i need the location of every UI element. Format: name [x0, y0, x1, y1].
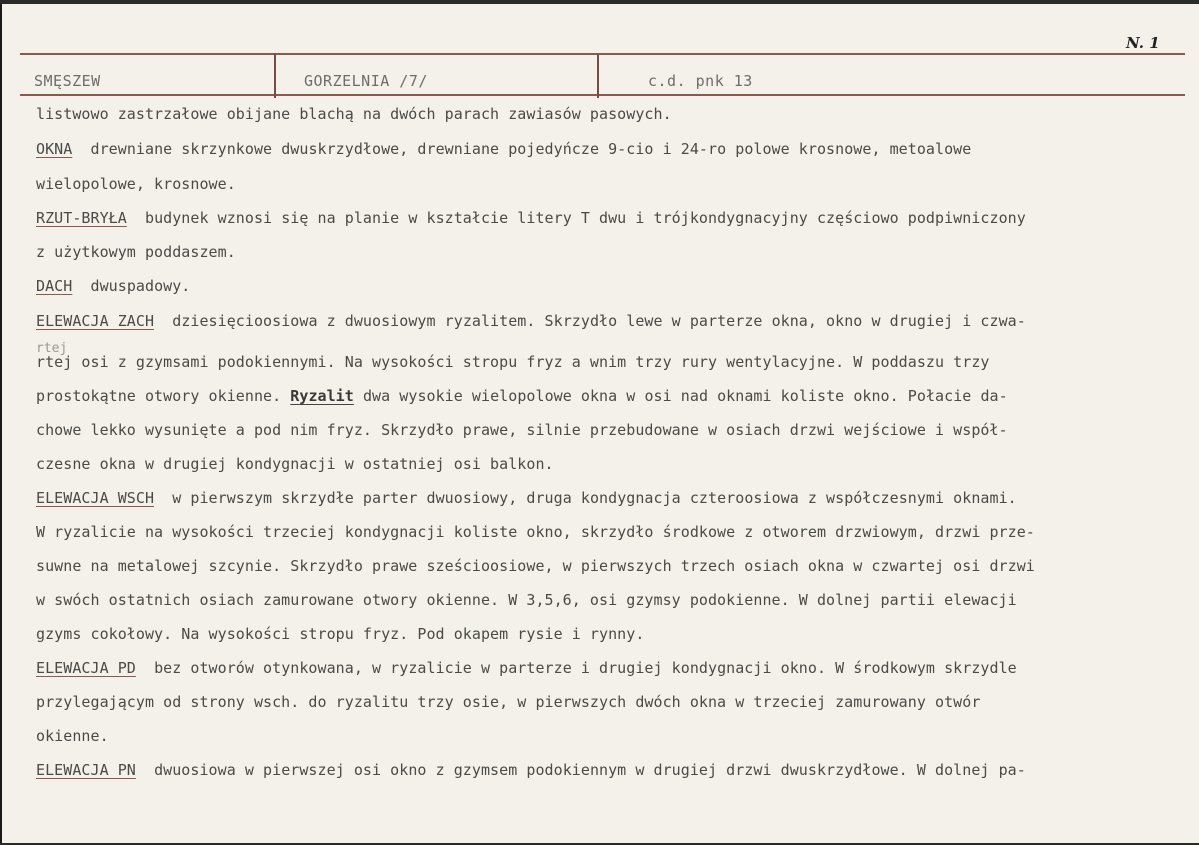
text-line: wielopolowe, krosnowe.	[36, 175, 236, 193]
text-line: OKNA drewniane skrzynkowe dwuskrzydłowe, drewniane pojedyńcze 9-cio i 24-ro polowe krosnowe, metoalowe	[36, 140, 972, 158]
text-line: suwne na metalowej szcynie. Skrzydło prawe sześcioosiowe, w pierwszych trzech osiach okna w czwartej osi drzwi	[36, 557, 1035, 575]
overtyped-fragment: rtej	[36, 341, 68, 356]
text-line: gzyms cokołowy. Na wysokości stropu fryz. Pod okapem rysie i rynny.	[36, 625, 645, 643]
text-line: chowe lekko wysunięte a pod nim fryz. Skrzydło prawe, silnie przebudowane w osiach drzwi wejściowe i współ-	[36, 421, 1008, 439]
text-line: czesne okna w drugiej kondygnacji w ostatniej osi balkon.	[36, 455, 554, 473]
text-line: prostokątne otwory okienne. Ryzalit dwa wysokie wielopolowe okna w osi nad oknami koliste okno. Połacie da-	[36, 387, 1008, 405]
section-label: ELEWACJA WSCH	[36, 489, 155, 507]
header-locality: SMĘSZEW	[34, 72, 101, 90]
section-label: RZUT-BRYŁA	[36, 209, 127, 227]
index-card	[0, 4, 1199, 843]
section-label: ELEWACJA PN	[36, 761, 136, 779]
text-line: rtej osi z gzymsami podokiennymi. Na wysokości stropu fryz a wnim trzy rury wentylacyjne. W poddaszu trzy	[36, 353, 990, 371]
text-line: W ryzalicie na wysokości trzeciej kondygnacji koliste okno, skrzydło środkowe z otworem drzwiowym, drzwi prze-	[36, 523, 1035, 541]
text-line: przylegającym od strony wsch. do ryzalitu trzy osie, w pierwszych dwóch okna w trzeciej zamurowany otwór	[36, 693, 981, 711]
text-line: z użytkowym poddaszem.	[36, 243, 236, 261]
text-line: ELEWACJA PD bez otworów otynkowana, w ryzalicie w parterze i drugiej kondygnacji okno. W środkowym skrzydle	[36, 659, 1017, 677]
header-top-rule	[20, 53, 1185, 55]
text-line: ELEWACJA WSCH w pierwszym skrzydłe parter dwuosiowy, druga kondygnacja czteroosiowa z współczesnymi oknami.	[36, 489, 1017, 507]
section-label: OKNA	[36, 140, 73, 158]
text-line: ELEWACJA ZACH dziesięcioosiowa z dwuosiowym ryzalitem. Skrzydło lewe w parterze okna, okno w drugiej i czwa-	[36, 312, 1026, 330]
text-line: RZUT-BRYŁA budynek wznosi się na planie w kształcie litery T dwu i trójkondygnacyjny częściowo podpiwniczony	[36, 209, 1026, 227]
section-label: DACH	[36, 277, 73, 295]
header-object: GORZELNIA /7/	[304, 72, 428, 90]
text-line: listwowo zastrzałowe obijane blachą na dwóch parach zawiasów pasowych.	[36, 105, 672, 123]
text-line: DACH dwuspadowy.	[36, 277, 191, 295]
header-bottom-rule	[20, 94, 1185, 96]
text-line: ELEWACJA PN dwuosiowa w pierwszej osi okno z gzymsem podokiennym w drugiej drzwi dwuskrzydłowe. W dolnej pa-	[36, 761, 1026, 779]
header-divider-1	[274, 54, 276, 98]
page-number: N. 1	[1126, 34, 1160, 52]
inline-label: Ryzalit	[290, 387, 354, 405]
header-reference: c.d. pnk 13	[648, 72, 753, 90]
section-label: ELEWACJA PD	[36, 659, 136, 677]
text-line: w swóch ostatnich osiach zamurowane otwory okienne. W 3,5,6, osi gzymsy podokienne. W dolnej partii elewacji	[36, 591, 1017, 609]
header-divider-2	[597, 54, 599, 98]
section-label: ELEWACJA ZACH	[36, 312, 155, 330]
text-line: okienne.	[36, 727, 109, 745]
